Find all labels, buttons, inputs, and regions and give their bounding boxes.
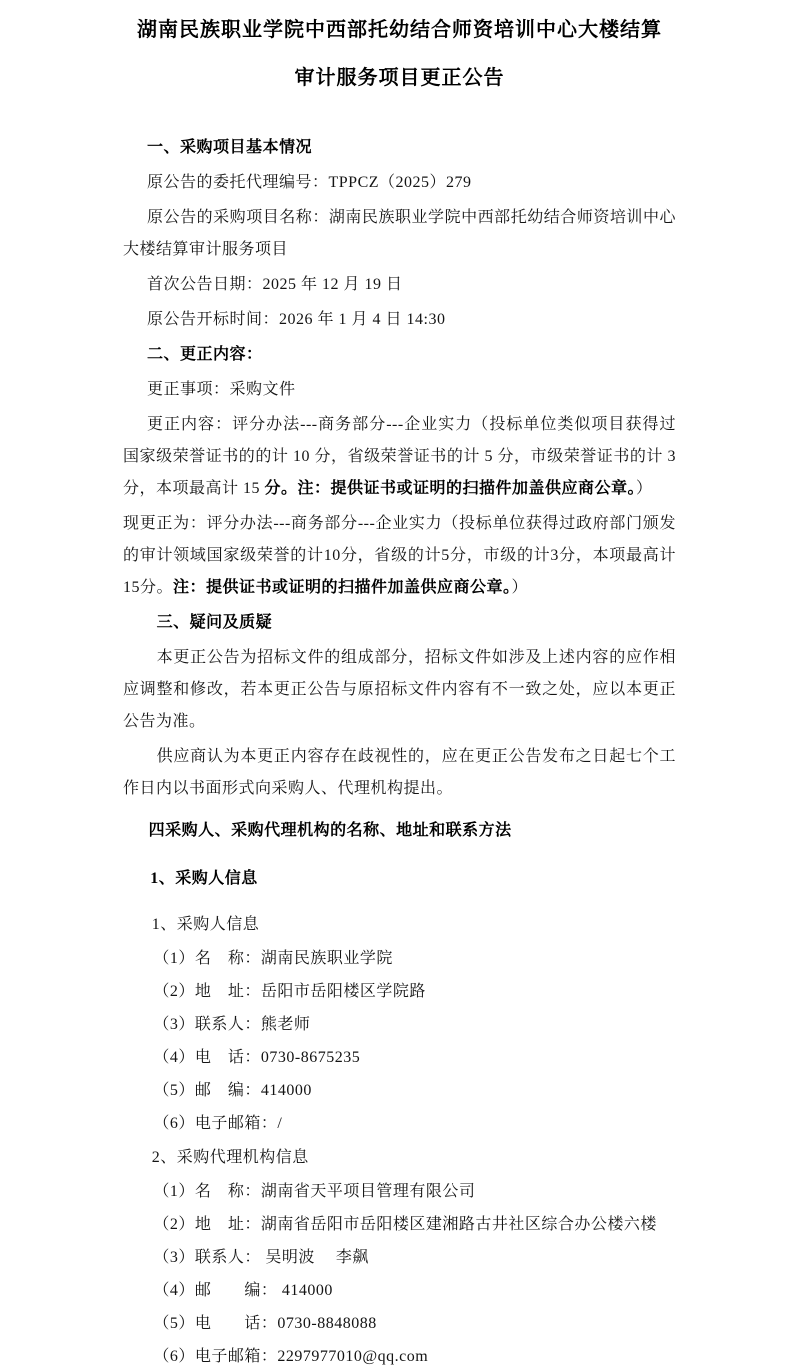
agent-address-row: （2）地 址：湖南省岳阳市岳阳楼区建湘路古井社区综合办公楼六楼 (153, 1216, 657, 1233)
correction-item: 更正事项：采购文件 (147, 381, 296, 398)
section2-heading: 二、更正内容： (147, 346, 263, 363)
page-title-line2: 审计服务项目更正公告 (294, 67, 505, 89)
purchaser-info-subheading: 1、采购人信息 (151, 916, 260, 933)
agency-ref-code: 原公告的委托代理编号：TPPCZ（2025）279 (147, 174, 472, 191)
original-bid-open-time: 原公告开标时间：2026 年 1 月 4 日 14:30 (147, 311, 446, 328)
purchaser-contact-person-row: （3）联系人：熊老师 (153, 1016, 311, 1033)
agent-info-subheading: 2、采购代理机构信息 (151, 1149, 309, 1166)
first-announce-date: 首次公告日期：2025 年 12 月 19 日 (147, 276, 403, 293)
section3-paragraph-1: 本更正公告为招标文件的组成部分，招标文件如涉及上述内容的应作相应调整和修改，若本更正公告与原招标文件内容有不一致之处，应以本更正公告为准。 (123, 649, 676, 730)
agent-name-row: （1）名 称：湖南省天平项目管理有限公司 (153, 1183, 476, 1200)
purchaser-email-row: （6）电子邮箱：/ (153, 1115, 283, 1132)
section3-paragraph-2: 供应商认为本更正内容存在歧视性的，应在更正公告发布之日起七个工作日内以书面形式向采购人、代理机构提出。 (123, 748, 676, 797)
correction-after-note: 注：提供证书或证明的扫描件加盖供应商公章。 (173, 579, 512, 596)
purchaser-address-row: （2）地 址：岳阳市岳阳楼区学院路 (153, 983, 426, 1000)
page-title-line1: 湖南民族职业学院中西部托幼结合师资培训中心大楼结算 (137, 19, 662, 41)
purchaser-phone-row: （4）电 话：0730-8675235 (153, 1049, 361, 1066)
page-title (123, 6, 676, 102)
agent-email-row: （6）电子邮箱：2297977010@qq.com (153, 1348, 429, 1365)
purchaser-postcode-row: （5）邮 编：414000 (153, 1082, 312, 1099)
purchaser-info-heading: 1、采购人信息 (150, 870, 258, 887)
agent-contact-person-row: （3）联系人： 吴明波 李飙 (153, 1249, 369, 1266)
correction-content-before (123, 409, 676, 505)
correction-before-text: 更正内容：评分办法---商务部分---企业实力（投标单位类似项目获得过国家级荣誉证书的的计 10 分，省级荣誉证书的计 5 分，市级荣誉证书的计 3 分，本项最高计 15 (123, 416, 676, 497)
section4-heading: 四采购人、采购代理机构的名称、地址和联系方法 (148, 822, 512, 839)
correction-content-after (123, 508, 676, 604)
section3-heading: 三、疑问及质疑 (156, 614, 273, 631)
original-project-name: 原公告的采购项目名称：湖南民族职业学院中西部托幼结合师资培训中心大楼结算审计服务项目 (123, 209, 676, 258)
correction-before-close: ） (636, 480, 653, 497)
correction-before-note: 分。注：提供证书或证明的扫描件加盖供应商公章。 (264, 480, 637, 497)
correction-after-text: 现更正为：评分办法---商务部分---企业实力（投标单位获得过政府部门颁发的审计领域国家级荣誉的计10分，省级的计5分，市级的计3分，本项最高计15分。 (123, 515, 676, 596)
agent-postcode-row: （4）邮 编： 414000 (153, 1282, 333, 1299)
correction-after-close: ） (511, 579, 529, 596)
purchaser-name-row: （1）名 称：湖南民族职业学院 (153, 950, 393, 967)
section1-heading: 一、采购项目基本情况 (147, 139, 313, 156)
agent-phone-row: （5）电 话：0730-8848088 (153, 1315, 377, 1332)
